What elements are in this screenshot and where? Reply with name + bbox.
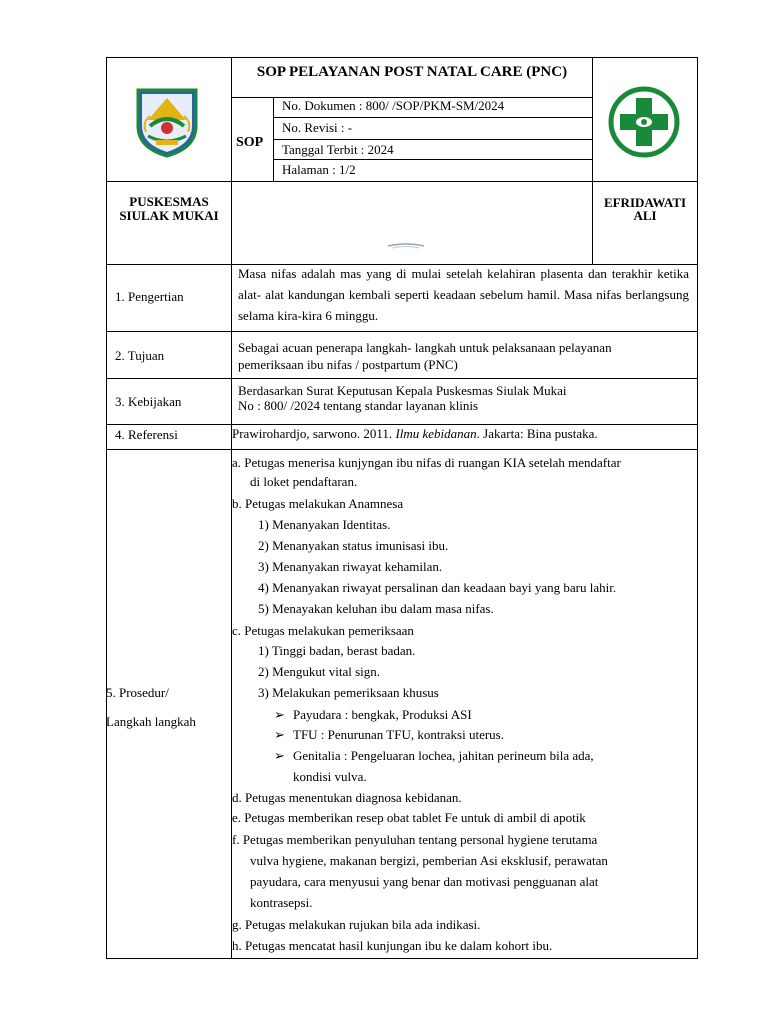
step-f-line3: payudara, cara menyusui yang benar dan motivasi pengguanan alat [250,874,599,889]
org-name-line2: SIULAK MUKAI [119,208,219,223]
step-f-line4: kontrasepsi. [250,895,313,910]
regency-logo [132,86,202,158]
step-c3-a: Payudara : bengkak, Produksi ASI [293,707,472,722]
step-c3-b: TFU : Penurunan TFU, kontraksi uterus. [293,727,504,742]
row-divider-2 [106,331,698,332]
table-border-right [697,57,698,959]
regency-emblem-icon [132,86,202,158]
row-divider-3 [106,378,698,379]
step-f-line1: f. Petugas memberikan penyuluhan tentang personal hygiene terutama [232,832,598,847]
prosedur-label-line1: 5. Prosedur/ [106,685,169,700]
kebijakan-line1: Berdasarkan Surat Keputusan Kepala Puskesmas Siulak Mukai [238,383,567,398]
signatory-line2: ALI [633,208,657,223]
step-d: d. Petugas menentukan diagnosa kebidanan. [232,790,462,805]
step-h: h. Petugas mencatat hasil kunjungan ibu ke dalam kohort ibu. [232,938,553,953]
page-number: Halaman : 1/2 [282,162,356,177]
pengertian-label: 1. Pengertian [115,289,184,304]
info-line-1 [273,117,592,118]
step-e: e. Petugas memberikan resep obat tablet Fe untuk di ambil di apotik [232,810,586,825]
referensi-author: Prawirohardjo, sarwono. 2011. [232,426,396,441]
table-border-left [106,57,107,959]
step-c3-c-line2: kondisi vulva. [293,769,367,784]
row-divider-4 [106,424,698,425]
bullet-arrow-icon: ➢ [274,727,285,742]
step-b2: 2) Menanyakan status imunisasi ibu. [258,538,449,553]
step-g: g. Petugas melakukan rujukan bila ada indikasi. [232,917,481,932]
signatory-line1: EFRIDAWATI [603,195,687,210]
info-line-3 [273,159,592,160]
step-c2: 2) Mengukut vital sign. [258,664,381,679]
tujuan-label: 2. Tujuan [115,348,165,363]
referensi-label: 4. Referensi [115,427,178,442]
info-line-2 [273,139,592,140]
sop-label: SOP [236,135,264,150]
step-b3: 3) Menanyakan riwayat kehamilan. [258,559,443,574]
tujuan-text: Sebagai acuan penerapa langkah- langkah untuk pelaksanaan pelayanan pemeriksaan ibu nifas / postpartum (PNC) [238,340,612,372]
org-name-line1: PUSKESMAS [129,194,209,209]
step-b: b. Petugas melakukan Anamnesa [232,496,404,511]
step-b1: 1) Menanyakan Identitas. [258,517,391,532]
document-title: SOP PELAYANAN POST NATAL CARE (PNC) [256,64,568,80]
referensi-text [232,426,598,442]
step-b5: 5) Menayakan keluhan ibu dalam masa nifas. [258,601,494,616]
referensi-book-title: Ilmu kebidanan [395,426,477,441]
step-c3: 3) Melakukan pemeriksaan khusus [258,685,439,700]
stamp-mark-icon [386,241,426,249]
header-right-divider [592,57,593,264]
kebijakan-label: 3. Kebijakan [115,394,182,409]
table-border-top [106,57,698,58]
step-c: c. Petugas melakukan pemeriksaan [232,623,414,638]
table-border-bottom [106,958,698,959]
doc-number: No. Dokumen : 800/ /SOP/PKM-SM/2024 [282,98,505,113]
puskesmas-cross-icon [604,86,684,158]
step-a-line2: di loket pendaftaran. [250,474,358,489]
pengertian-text: Masa nifas adalah mas yang di mulai setelah kelahiran plasenta dan terakhir ketika alat- alat kandungan kembali seperti keadaan sebelum hamil. Masa nifas berlangsung selama kira-kira 6 minggu. [238,266,689,323]
prosedur-label-line2: Langkah langkah [106,714,196,729]
step-f-line2: vulva hygiene, makanan bergizi, pemberian Asi eksklusif, perawatan [250,853,608,868]
kebijakan-line2: No : 800/ /2024 tentang standar layanan klinis [238,398,479,413]
row-divider-5 [106,449,698,450]
step-a-line1: a. Petugas menerisa kunjyngan ibu nifas di ruangan KIA setelah mendaftar [232,455,621,470]
bullet-arrow-icon: ➢ [274,748,285,763]
issue-date: Tanggal Terbit : 2024 [282,142,394,157]
revision-number: No. Revisi : - [282,120,353,135]
referensi-publisher: . Jakarta: Bina pustaka. [476,426,598,441]
step-c1: 1) Tinggi badan, berast badan. [258,643,416,658]
bullet-arrow-icon: ➢ [274,707,285,722]
step-c3-c-line1: Genitalia : Pengeluaran lochea, jahitan perineum bila ada, [293,748,594,763]
signature-stamp [386,236,426,244]
step-b4: 4) Menanyakan riwayat persalinan dan keadaan bayi yang baru lahir. [258,580,617,595]
puskesmas-logo [604,86,684,158]
header-bottom-line [106,181,698,182]
